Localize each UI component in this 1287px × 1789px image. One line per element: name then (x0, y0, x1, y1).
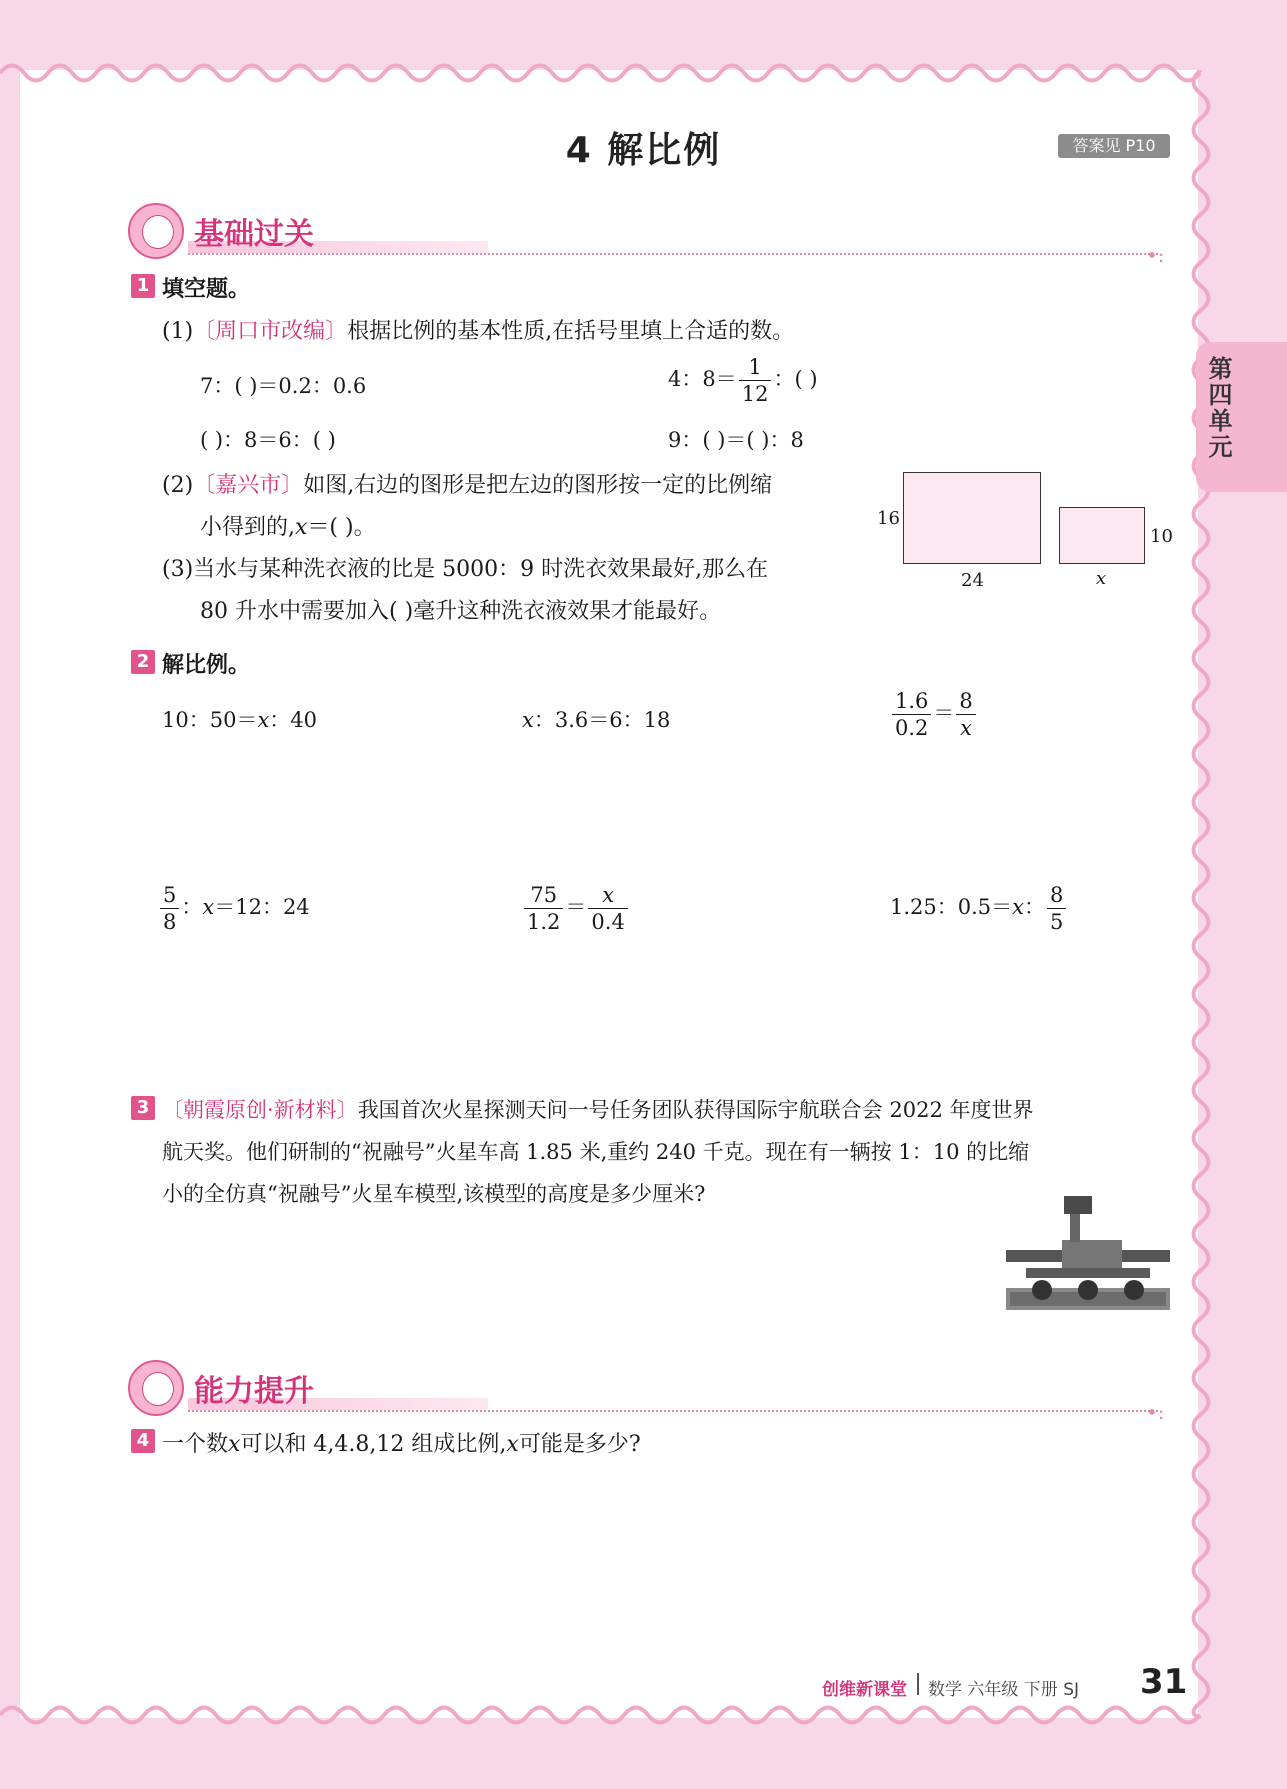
small-rect-width-label: x (1096, 568, 1107, 589)
fraction (739, 354, 772, 407)
q1-part1-text: 根据比例的基本性质,在括号里填上合适的数。 (347, 319, 795, 344)
section-divider (188, 253, 1158, 255)
q1-equation-d: 9：( )＝( )：8 (668, 428, 804, 452)
text: 一个数 (162, 1432, 229, 1457)
small-rect-height-label: 10 (1150, 526, 1173, 547)
eq-part: 10：50＝ (162, 708, 258, 732)
q1-part2-line1 (162, 468, 772, 499)
q1-equation-b (668, 354, 818, 407)
fraction (160, 882, 179, 935)
variable-x: x (295, 515, 308, 540)
fraction-numerator: 1.6 (892, 688, 931, 715)
mascot-icon (128, 1360, 184, 1416)
fraction (588, 882, 627, 935)
section-title-advanced: 能力提升 (194, 1374, 314, 1409)
variable-x: x (202, 895, 215, 919)
fraction-denominator: 12 (741, 382, 769, 406)
fraction-numerator: 1 (739, 354, 772, 381)
q1-part2-text: 如图,右边的图形是把左边的图形按一定的比例缩 (303, 473, 773, 498)
q1-part3-line2: 80 升水中需要加入( )毫升这种洗衣液效果才能最好。 (200, 599, 722, 624)
q2-equation-2 (522, 704, 670, 734)
mars-rover-image (1006, 1192, 1170, 1310)
large-rect-height-label: 16 (877, 508, 900, 529)
variable-x: x (1012, 895, 1024, 919)
eq-part: ：( ) (773, 367, 818, 391)
variable-x: x (506, 1432, 519, 1457)
q1-equation-c: ( )：8＝6：( ) (200, 428, 336, 452)
section-header-advanced (128, 1360, 1178, 1424)
text: 小得到的, (200, 515, 295, 540)
fraction-numerator: 75 (524, 882, 563, 909)
section-title-basic: 基础过关 (194, 217, 314, 252)
fraction (956, 688, 975, 741)
section-divider (188, 1410, 1158, 1412)
q1-part2-line2 (200, 510, 376, 541)
decor-dots-icon: •: (1146, 243, 1165, 267)
q1-part2-source-tag: 〔嘉兴市〕 (193, 473, 304, 498)
equals-sign: ＝ (565, 895, 587, 919)
fraction (892, 688, 931, 741)
q2-equation-4 (158, 882, 310, 935)
variable-x: x (522, 708, 534, 732)
text: 可以和 4,4.8,12 组成比例, (240, 1432, 507, 1457)
q3-line1 (162, 1094, 1033, 1124)
right-wave-border (1186, 70, 1216, 1718)
q2-equation-1 (162, 704, 317, 734)
eq-part: 4：8＝ (668, 367, 737, 391)
eq-part: ＝12：24 (214, 895, 310, 919)
footer-separator (917, 1673, 919, 1695)
fraction-denominator: 5 (1050, 910, 1064, 934)
mascot-icon (128, 203, 184, 259)
eq-part: ： (1024, 895, 1045, 919)
q1-part2-label: (2) (162, 473, 194, 498)
q3-line3: 小的全仿真“祝融号”火星车模型,该模型的高度是多少厘米? (162, 1182, 706, 1206)
fraction (524, 882, 563, 935)
fraction-numerator: 5 (160, 882, 179, 909)
page-number: 31 (1140, 1662, 1188, 1702)
q1-part1 (162, 314, 794, 345)
q2-equation-5 (522, 882, 630, 935)
fraction-denominator: x (960, 716, 973, 740)
fraction-numerator: 8 (1047, 882, 1066, 909)
fraction (1047, 882, 1066, 935)
q4-text (162, 1427, 641, 1458)
eq-part: ：40 (269, 708, 318, 732)
footer-book-info: 数学 六年级 下册 SJ (928, 1680, 1080, 1700)
q1-equation-a: 7：( )＝0.2：0.6 (200, 374, 367, 398)
q2-equation-3 (890, 688, 978, 741)
text: 可能是多少? (518, 1432, 641, 1457)
top-wave-border (0, 58, 1287, 88)
eq-part: 1.25：0.5＝ (890, 895, 1013, 919)
q3-source-tag: 〔朝霞原创·新材料〕 (162, 1098, 358, 1122)
q1-part3-line1: (3)当水与某种洗衣液的比是 5000：9 时洗衣效果最好,那么在 (162, 557, 769, 582)
q1-part1-source-tag: 〔周口市改编〕 (193, 319, 348, 344)
fraction-denominator: 1.2 (527, 910, 561, 934)
question-number: 1 (131, 274, 155, 298)
page-title: 4 解比例 (565, 130, 722, 171)
text: ＝( )。 (307, 515, 376, 540)
question-title: 解比例。 (162, 653, 251, 678)
fraction-numerator: 8 (956, 688, 975, 715)
fraction-numerator: x (588, 882, 627, 909)
fraction-denominator: 0.4 (591, 910, 625, 934)
decor-dots-icon: •: (1146, 1400, 1165, 1424)
question-number: 4 (131, 1429, 155, 1453)
answer-reference-badge: 答案见 P10 (1058, 134, 1170, 158)
bottom-wave-border (0, 1700, 1287, 1730)
eq-part: ： (181, 895, 203, 919)
q3-line2: 航天奖。他们研制的“祝融号”火星车高 1.85 米,重约 240 千克。现在有一辆按 1：10 的比缩 (162, 1140, 1030, 1164)
question-number: 2 (131, 650, 155, 674)
variable-x: x (228, 1432, 241, 1457)
question-title: 填空题。 (162, 277, 251, 302)
eq-part: ：3.6＝6：18 (533, 708, 671, 732)
large-rect-width-label: 24 (961, 570, 984, 591)
variable-x: x (257, 708, 270, 732)
equals-sign: ＝ (933, 701, 955, 725)
fraction-denominator: 8 (163, 910, 177, 934)
q1-part1-label: (1) (162, 319, 194, 344)
q3-text: 我国首次火星探测天问一号任务团队获得国际宇航联合会 2022 年度世界 (357, 1098, 1034, 1122)
fraction-denominator: 0.2 (895, 716, 929, 740)
unit-side-tab (1196, 342, 1287, 492)
q2-equation-6 (890, 882, 1068, 935)
section-header-basic (128, 203, 1178, 267)
large-rectangle (903, 472, 1041, 564)
small-rectangle (1059, 507, 1145, 564)
footer-series-name: 创维新课堂 (822, 1680, 907, 1700)
question-number: 3 (131, 1096, 155, 1120)
unit-side-tab-label: 第四单元 (1204, 356, 1232, 460)
